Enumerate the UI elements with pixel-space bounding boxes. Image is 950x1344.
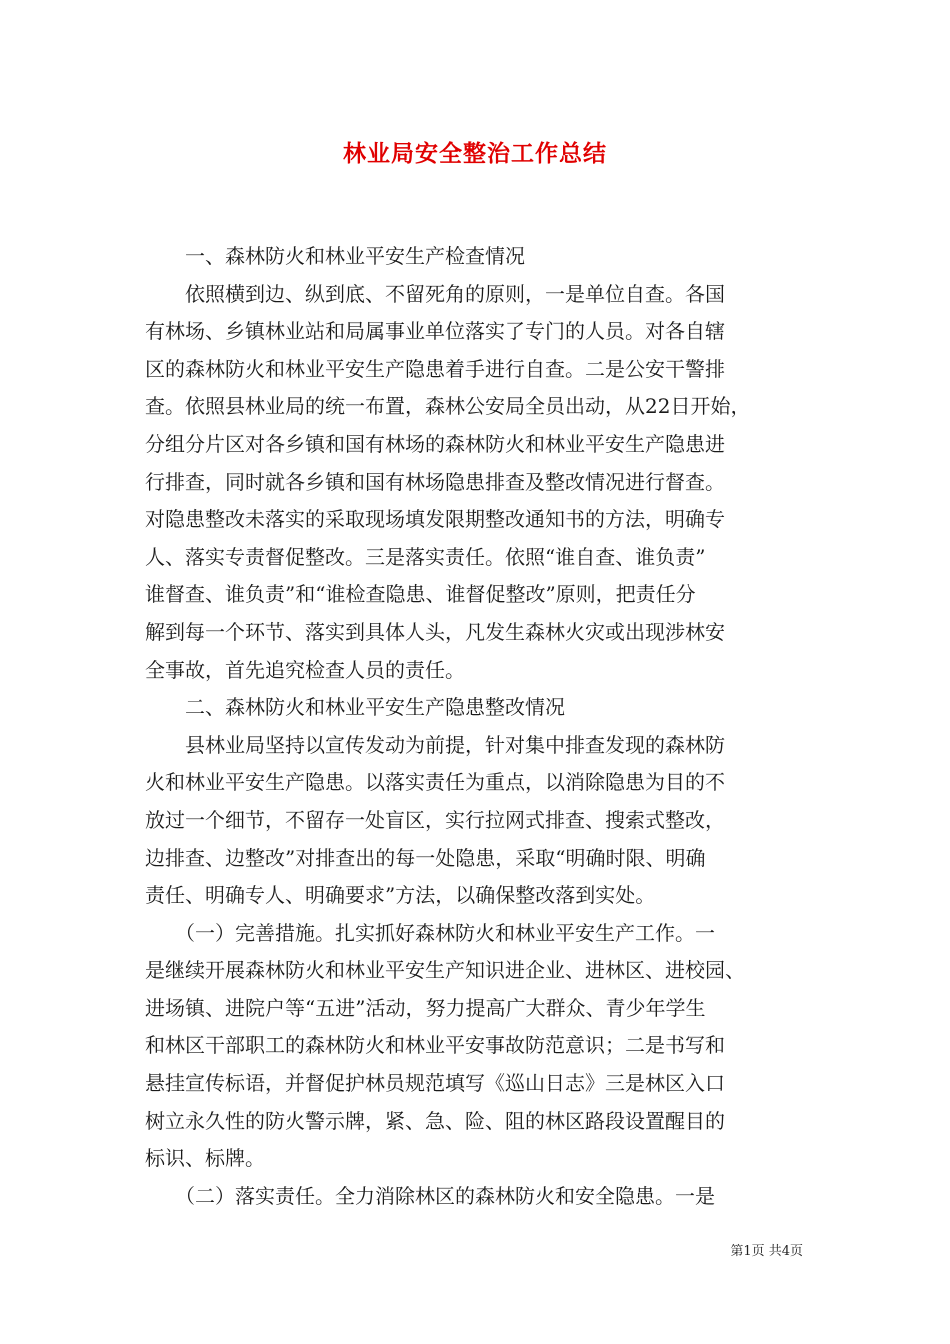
body-line: 区的森林防火和林业平安生产隐患着手进行自查。二是公安干警排	[145, 356, 725, 381]
body-line: 有林场、乡镇林业站和局属事业单位落实了专门的人员。对各自辖	[145, 319, 725, 344]
body-line: 分组分片区对各乡镇和国有林场的森林防火和林业平安生产隐患进	[145, 431, 725, 456]
body-line: 二、森林防火和林业平安生产隐患整改情况	[145, 695, 565, 720]
body-line: 依照横到边、纵到底、不留死角的原则，一是单位自查。各国	[145, 281, 725, 306]
body-line: 责任、明确专人、明确要求”方法，以确保整改落到实处。	[145, 883, 656, 908]
body-line: 对隐患整改未落实的采取现场填发限期整改通知书的方法，明确专	[145, 507, 725, 532]
body-line: 一、森林防火和林业平安生产检查情况	[145, 244, 525, 268]
body-line: 和林区干部职工的森林防火和林业平安事故防范意识；二是书写和	[145, 1033, 725, 1058]
body-line: 是继续开展森林防火和林业平安生产知识进企业、进林区、进校园、	[145, 958, 745, 983]
body-line: 谁督查、谁负责”和“谁检查隐患、谁督促整改”原则，把责任分	[145, 582, 696, 607]
body-line: 树立永久性的防火警示牌，紧、急、险、阻的林区路段设置醒目的	[145, 1108, 725, 1133]
body-line: 边排查、边整改”对排查出的每一处隐患，采取“明确时限、明确	[145, 845, 706, 870]
body-line: 人、落实专责督促整改。三是落实责任。依照“谁自查、谁负责”	[145, 544, 706, 569]
body-line: 查。依照县林业局的统一布置，森林公安局全员出动，从22日开始，	[145, 394, 751, 419]
body-line: 进场镇、进院户等“五进”活动，努力提高广大群众、青少年学生	[145, 995, 706, 1020]
body-line: 标识、标牌。	[145, 1146, 265, 1171]
body-line: 行排查，同时就各乡镇和国有林场隐患排查及整改情况进行督查。	[145, 469, 725, 494]
document-title: 林业局安全整治工作总结	[343, 140, 607, 167]
body-line: 火和林业平安生产隐患。以落实责任为重点，以消除隐患为目的不	[145, 770, 725, 795]
body-line: （二）落实责任。全力消除林区的森林防火和安全隐患。一是	[145, 1183, 715, 1208]
body-line: 县林业局坚持以宣传发动为前提，针对集中排查发现的森林防	[145, 732, 725, 757]
body-line: 放过一个细节，不留存一处盲区，实行拉网式排查、搜索式整改，	[145, 807, 725, 832]
page-number-footer: 第1页 共4页	[730, 1244, 803, 1259]
body-line: （一）完善措施。扎实抓好森林防火和林业平安生产工作。一	[145, 920, 715, 945]
document-body	[145, 238, 810, 1215]
body-line: 悬挂宣传标语，并督促护林员规范填写《巡山日志》三是林区入口	[145, 1071, 725, 1096]
body-line: 解到每一个环节、落实到具体人头，凡发生森林火灾或出现涉林安	[145, 619, 725, 644]
body-line: 全事故，首先追究检查人员的责任。	[145, 657, 465, 682]
